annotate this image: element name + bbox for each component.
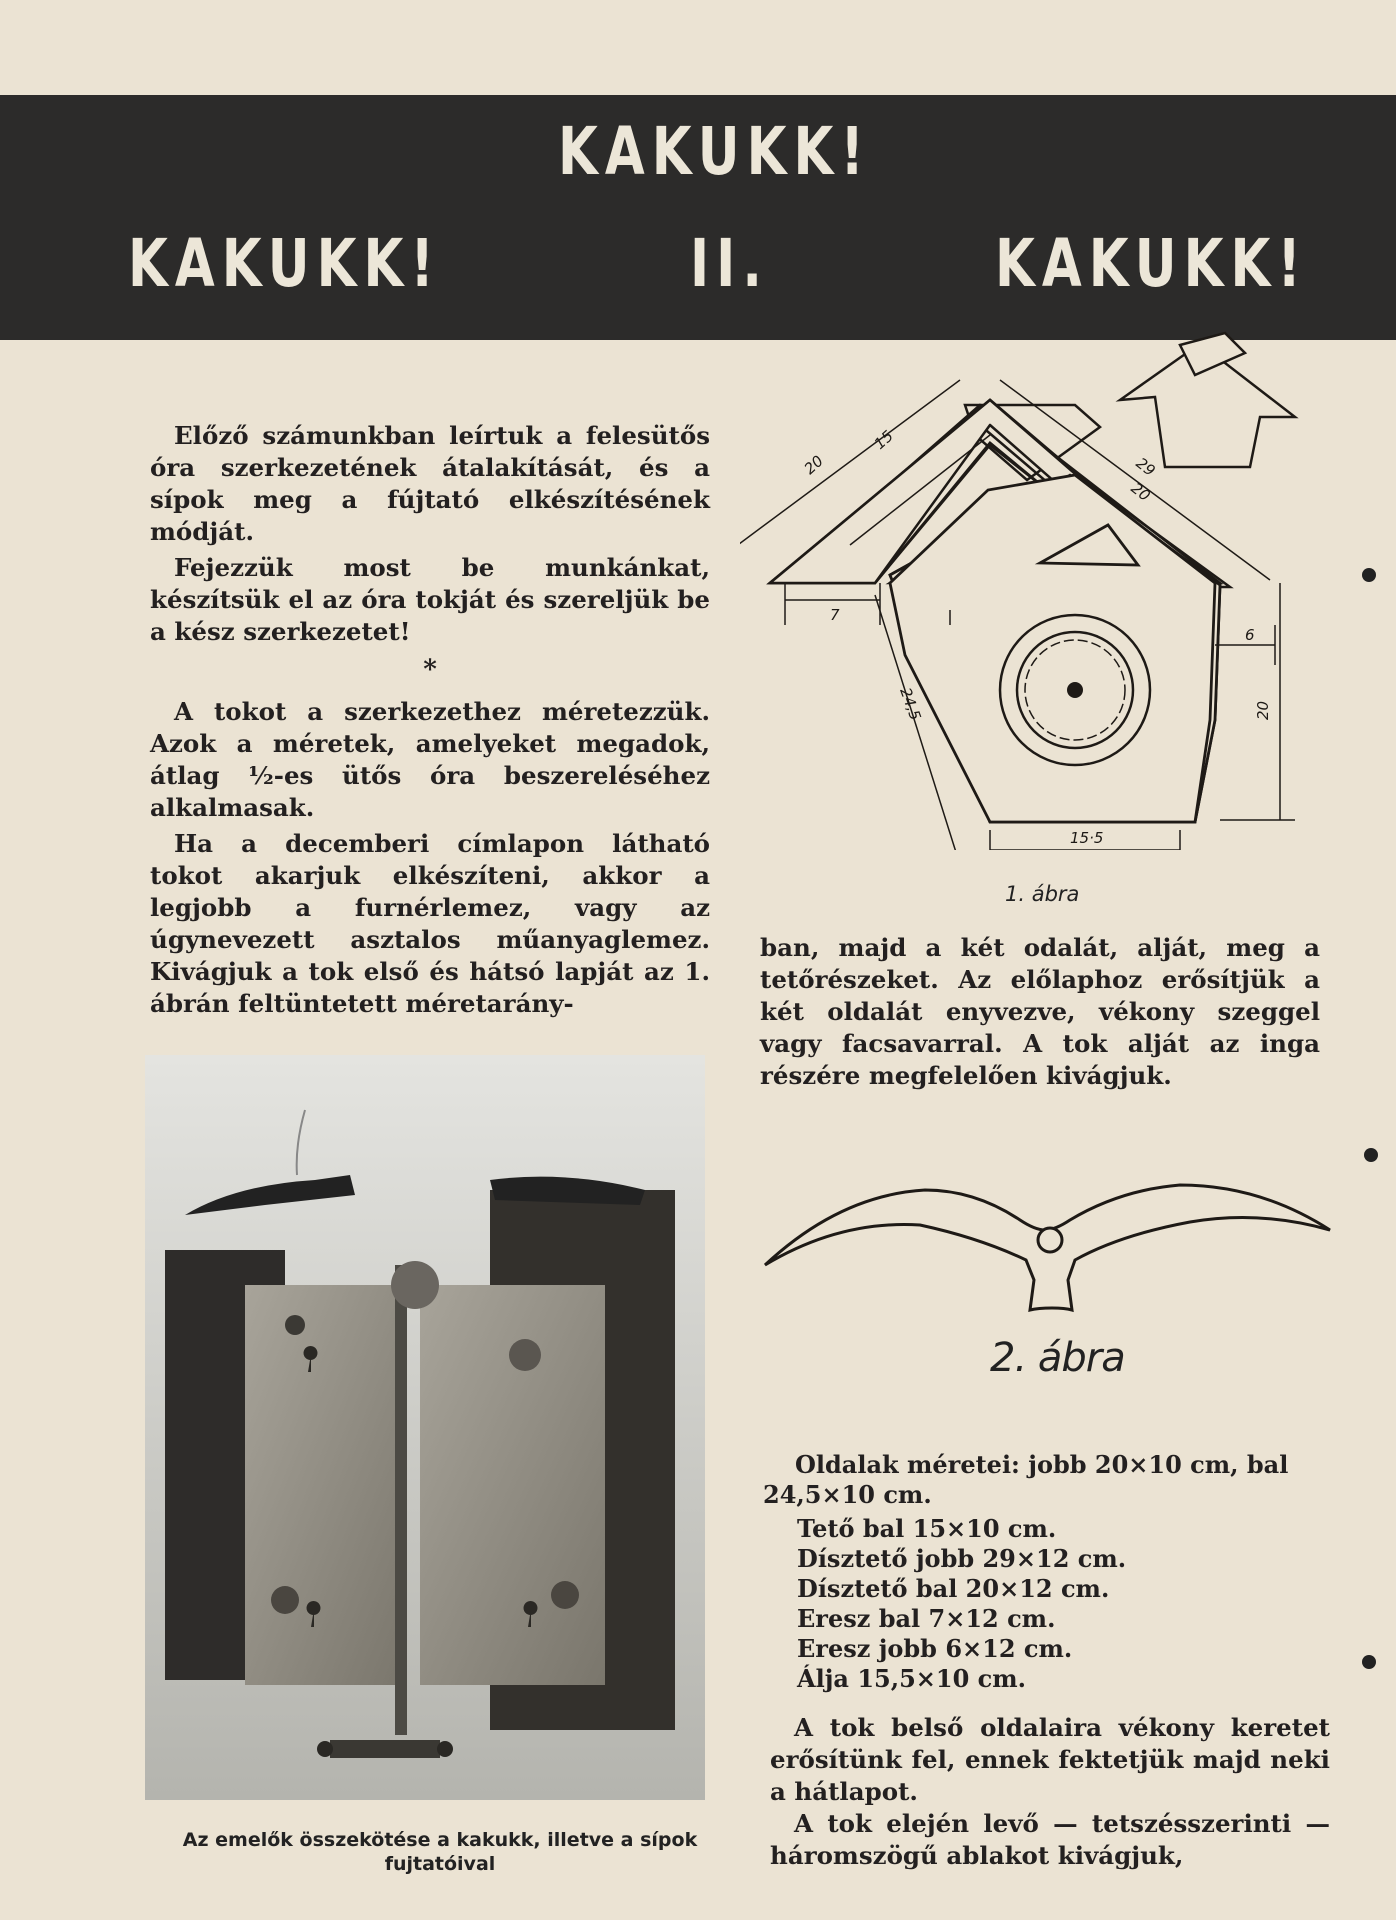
intro-paragraph: Előző számunkban leírtuk a felesütős óra szerkezetének átalakítását, és a sípok meg a fújtató elkészítésének módját. (150, 421, 710, 546)
clockwork-photo (145, 1055, 705, 1800)
dim-15-5: 15·5 (1070, 829, 1104, 847)
instruction-paragraph: Fejezzük most be munkánkat, készítsük el az óra tokját és szereljük be a kész szerkezetet! (150, 553, 710, 646)
assembly-paragraph: ban, majd a két odalát, alját, meg a tetőrészeket. Az előlaphoz erősítjük a két oldalát enyvezve, vékony szeggel vagy facsavarral. A tok alját az inga részére megfelelően kivágjuk. (760, 933, 1320, 1090)
dim-29: 29 (1132, 453, 1159, 480)
banner-left-word: KAKUKK! (128, 225, 441, 302)
figure1-label: 1. ábra (1005, 882, 1080, 906)
dimensions-list (763, 1450, 1323, 1694)
banner-top-word: KAKUKK! (558, 113, 871, 190)
dimension-item: Dísztető bal 20×12 cm. (797, 1574, 1110, 1603)
dimension-item: Álja 15,5×10 cm. (797, 1664, 1027, 1693)
right-text-column (760, 932, 1320, 1092)
dim-7: 7 (830, 606, 840, 624)
banner-part-number: II. (690, 225, 769, 302)
dimension-item: Eresz bal 7×12 cm. (797, 1604, 1056, 1633)
title-banner (0, 95, 1396, 340)
left-text-column (150, 420, 710, 1020)
banner-right-word: KAKUKK! (995, 225, 1308, 302)
binding-hole (1364, 1148, 1378, 1162)
window-paragraph: A tok elején levő — tetszésszerinti — háromszögű ablakot kivágjuk, (770, 1809, 1330, 1870)
section-separator: * (423, 655, 437, 685)
dimensions-intro: Oldalak méretei: jobb 20×10 cm, bal 24,5×10 cm. (763, 1450, 1289, 1509)
dimension-item: Eresz jobb 6×12 cm. (797, 1634, 1073, 1663)
dim-24-5: 24,5 (896, 685, 925, 723)
material-paragraph: Ha a decemberi címlapon látható tokot akarjuk elkészíteni, akkor a legjobb a furnérlemez, vagy az úgynevezett asztalos műanyaglemez. Kivágjuk a tok első és hátsó lapját az 1. ábrán feltüntetett méretarány- (150, 829, 710, 1018)
bird-ornament-drawing (760, 1160, 1340, 1340)
photo-caption: Az emelők összekötése a kakukk, illetve a sípok fujtatóival (182, 1829, 698, 1875)
dim-20-right: 20 (1127, 478, 1154, 505)
dim-6: 6 (1245, 626, 1255, 644)
binding-hole (1362, 568, 1376, 582)
dim-15: 15 (870, 426, 897, 453)
dimension-items (763, 1514, 1323, 1694)
frame-paragraph: A tok belső oldalaira vékony keretet erősítünk fel, ennek fektetjük majd neki a hátlapot. (770, 1713, 1330, 1806)
binding-hole (1362, 1655, 1376, 1669)
dim-20-left: 20 (800, 451, 827, 478)
dim-20-side: 20 (1254, 700, 1272, 720)
frame-text-column (770, 1712, 1330, 1872)
dimension-item: Dísztető jobb 29×12 cm. (797, 1544, 1127, 1573)
sizing-paragraph: A tokot a szerkezethez méretezzük. Azok a méretek, amelyeket megadok, átlag ½-es ütős óra beszereléséhez alkalmasak. (150, 697, 710, 822)
figure2-label: 2. ábra (990, 1335, 1125, 1381)
clock-case-drawing (740, 325, 1340, 850)
dimension-item: Tető bal 15×10 cm. (797, 1514, 1057, 1543)
